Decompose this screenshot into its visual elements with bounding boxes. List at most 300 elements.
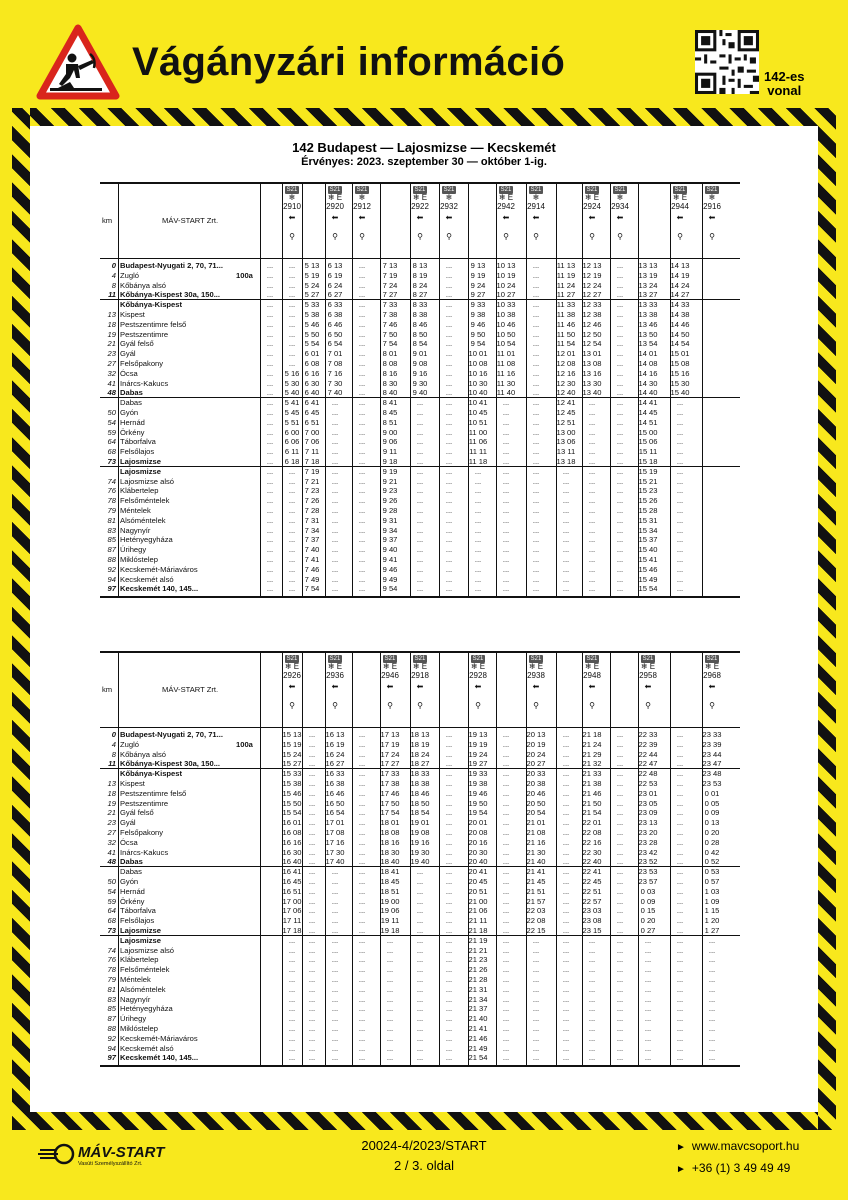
- time-cell: 17 24: [380, 749, 400, 759]
- time-cell: ...: [288, 329, 296, 339]
- time-cell: 15 27: [282, 759, 302, 769]
- time-cell: ...: [532, 280, 540, 290]
- station-name: Kecskemét alsó: [120, 1043, 174, 1053]
- time-cell: 17 11: [282, 916, 302, 926]
- time-cell: ...: [445, 359, 453, 368]
- table-top-rule: [100, 651, 740, 653]
- station-name: Pestszentimre felső: [120, 788, 187, 798]
- time-cell: ...: [445, 886, 453, 896]
- time-cell: 7 19: [382, 270, 398, 280]
- time-cell: ...: [502, 1043, 510, 1053]
- train-number: 2920: [326, 202, 344, 211]
- time-cell: 11 30: [496, 378, 516, 388]
- time-cell: 21 29: [582, 749, 602, 759]
- time-cell: ...: [588, 476, 596, 486]
- time-cell: 17 19: [380, 739, 400, 749]
- train-symbol: ❄: [358, 193, 366, 202]
- train-number: 2936: [326, 671, 344, 680]
- station-name: Alsóméntelek: [120, 515, 166, 525]
- time-cell: ...: [588, 457, 596, 466]
- time-cell: ...: [445, 1024, 453, 1033]
- time-cell: ...: [288, 270, 296, 280]
- time-cell: 5 41: [284, 398, 300, 408]
- time-cell: ...: [644, 955, 652, 965]
- time-cell: 23 53: [638, 867, 658, 877]
- time-cell: ...: [445, 906, 453, 916]
- time-cell: ...: [502, 994, 510, 1004]
- time-cell: ...: [331, 906, 339, 916]
- time-cell: ...: [445, 476, 453, 486]
- time-cell: ...: [676, 1043, 684, 1053]
- train-number: 2948: [583, 671, 601, 680]
- time-cell: 5 40: [284, 388, 300, 398]
- time-cell: ...: [416, 398, 424, 408]
- time-cell: 19 24: [468, 749, 488, 759]
- timetable-title: 142 Budapest — Lajosmizse — Kecskemét: [292, 140, 556, 155]
- station-name: Dabas: [120, 867, 142, 877]
- time-cell: ...: [676, 457, 684, 466]
- time-cell: ...: [266, 319, 274, 329]
- time-cell: 23 08: [582, 916, 602, 926]
- time-cell: 15 00: [638, 427, 658, 437]
- time-cell: ...: [616, 457, 624, 466]
- time-cell: 8 45: [382, 408, 398, 417]
- time-cell: ...: [676, 798, 684, 808]
- time-cell: ...: [532, 1033, 540, 1043]
- time-cell: ...: [416, 906, 424, 916]
- time-cell: 19 06: [380, 906, 400, 916]
- time-cell: ...: [416, 1014, 424, 1024]
- time-cell: ...: [676, 417, 684, 427]
- time-cell: ...: [588, 994, 596, 1004]
- time-cell: ...: [532, 496, 540, 506]
- km-value: 21: [107, 808, 116, 818]
- station-name: Pestszentimre felső: [120, 319, 187, 329]
- km-value: 41: [107, 378, 116, 388]
- time-cell: 17 27: [380, 759, 400, 769]
- km-value: 8: [111, 280, 116, 290]
- time-cell: 23 33: [702, 730, 722, 739]
- time-cell: ...: [616, 769, 624, 779]
- time-cell: ...: [588, 935, 596, 945]
- km-value: 32: [107, 368, 116, 378]
- time-cell: 13 16: [582, 368, 602, 378]
- time-cell: ...: [266, 417, 274, 427]
- time-cell: ...: [445, 857, 453, 867]
- time-cell: ...: [358, 408, 366, 417]
- time-cell: ...: [562, 1024, 570, 1033]
- table-header-rule: [100, 727, 740, 728]
- time-cell: 8 33: [412, 300, 428, 310]
- time-cell: ...: [331, 564, 339, 574]
- time-cell: 19 00: [380, 896, 400, 906]
- time-cell: 9 34: [382, 525, 398, 535]
- time-cell: ...: [445, 329, 453, 339]
- time-cell: ...: [588, 535, 596, 545]
- km-header: km: [102, 685, 113, 694]
- time-cell: ...: [445, 730, 453, 739]
- time-cell: 15 28: [638, 506, 658, 515]
- train-number: 2910: [283, 202, 301, 211]
- time-cell: ...: [562, 1014, 570, 1024]
- time-cell: ...: [502, 788, 510, 798]
- time-cell: ...: [532, 339, 540, 349]
- time-cell: ...: [502, 1014, 510, 1024]
- time-cell: 23 05: [638, 798, 658, 808]
- time-cell: ...: [562, 515, 570, 525]
- time-cell: ...: [445, 1053, 453, 1063]
- time-cell: ...: [308, 867, 316, 877]
- time-cell: ...: [416, 1053, 424, 1063]
- time-cell: ...: [616, 916, 624, 926]
- time-cell: ...: [676, 749, 684, 759]
- train-symbol: ❄ E: [412, 193, 428, 202]
- time-cell: ...: [616, 1024, 624, 1033]
- time-cell: ...: [308, 808, 316, 818]
- time-cell: 21 21: [468, 945, 488, 955]
- time-cell: 21 57: [526, 896, 546, 906]
- time-cell: 1 27: [704, 926, 720, 935]
- time-cell: ...: [358, 837, 366, 847]
- qr-code[interactable]: [695, 30, 759, 94]
- time-cell: ...: [445, 818, 453, 828]
- station-name: Inárcs-Kakucs: [120, 847, 169, 857]
- time-cell: 16 16: [282, 837, 302, 847]
- time-cell: ...: [445, 398, 453, 408]
- station-name: Ócsa: [120, 368, 138, 378]
- time-cell: ...: [676, 896, 684, 906]
- time-cell: ...: [616, 359, 624, 368]
- time-cell: 15 26: [638, 496, 658, 506]
- station-name: Gyál felső: [120, 808, 154, 818]
- time-cell: 19 46: [468, 788, 488, 798]
- station-name: Kecskemét 140, 145...: [120, 1053, 199, 1063]
- time-cell: ...: [474, 535, 482, 545]
- time-cell: 21 08: [526, 828, 546, 837]
- time-cell: 8 30: [382, 378, 398, 388]
- station-name: Táborfalva: [120, 906, 156, 916]
- time-cell: 16 19: [325, 739, 345, 749]
- service-badge: S21: [642, 656, 654, 662]
- time-cell: ...: [532, 447, 540, 457]
- time-cell: 21 23: [468, 955, 488, 965]
- time-cell: ...: [532, 270, 540, 280]
- time-cell: ...: [502, 427, 510, 437]
- time-cell: ...: [266, 506, 274, 515]
- time-cell: ...: [308, 828, 316, 837]
- time-cell: 15 34: [638, 525, 658, 535]
- time-cell: ...: [708, 1043, 716, 1053]
- time-cell: ...: [708, 1024, 716, 1033]
- time-cell: ...: [502, 955, 510, 965]
- operator-header: MÁV-START Zrt.: [162, 216, 219, 225]
- time-cell: ...: [474, 564, 482, 574]
- time-cell: ...: [266, 310, 274, 319]
- time-cell: ...: [562, 896, 570, 906]
- table-bottom-rule: [100, 596, 740, 598]
- time-cell: ...: [331, 896, 339, 906]
- station-name: Kőbánya alsó: [120, 749, 167, 759]
- time-cell: ...: [532, 466, 540, 476]
- time-cell: ...: [445, 310, 453, 319]
- time-cell: ...: [445, 877, 453, 886]
- time-cell: ...: [445, 975, 453, 984]
- time-cell: 14 16: [638, 368, 658, 378]
- table-top-rule: [100, 182, 740, 184]
- time-cell: ...: [331, 916, 339, 926]
- time-cell: ...: [386, 1014, 394, 1024]
- time-cell: 8 54: [412, 339, 428, 349]
- time-cell: ...: [562, 955, 570, 965]
- time-cell: ...: [616, 584, 624, 594]
- time-cell: 10 41: [468, 398, 488, 408]
- time-cell: ...: [676, 886, 684, 896]
- time-cell: ...: [445, 486, 453, 496]
- time-cell: ...: [331, 515, 339, 525]
- time-cell: ...: [616, 437, 624, 447]
- time-cell: 15 06: [638, 437, 658, 447]
- time-cell: ...: [562, 906, 570, 916]
- time-cell: ...: [445, 280, 453, 290]
- time-cell: 14 27: [670, 290, 690, 300]
- station-name: Felsőpakony: [120, 828, 164, 837]
- time-cell: 22 39: [638, 739, 658, 749]
- time-cell: ...: [288, 1033, 296, 1043]
- time-cell: 10 30: [468, 378, 488, 388]
- time-cell: ...: [532, 506, 540, 515]
- time-cell: 9 13: [470, 261, 486, 270]
- time-cell: ...: [616, 388, 624, 398]
- time-cell: ...: [266, 290, 274, 300]
- time-cell: ...: [562, 730, 570, 739]
- time-cell: ...: [358, 1024, 366, 1033]
- time-cell: 0 20: [640, 916, 656, 926]
- time-cell: ...: [562, 877, 570, 886]
- time-cell: ...: [386, 935, 394, 945]
- time-cell: ...: [616, 1053, 624, 1063]
- time-cell: 5 46: [304, 319, 320, 329]
- time-cell: ...: [562, 867, 570, 877]
- time-cell: 13 18: [556, 457, 576, 466]
- time-cell: 12 08: [556, 359, 576, 368]
- time-cell: ...: [616, 476, 624, 486]
- time-cell: ...: [445, 319, 453, 329]
- time-cell: ...: [288, 486, 296, 496]
- time-cell: ...: [358, 994, 366, 1004]
- time-cell: 18 19: [410, 739, 430, 749]
- time-cell: 6 08: [304, 359, 320, 368]
- time-cell: 13 46: [638, 319, 658, 329]
- time-cell: 13 38: [638, 310, 658, 319]
- time-cell: ...: [445, 368, 453, 378]
- time-cell: ...: [358, 739, 366, 749]
- time-cell: 19 50: [468, 798, 488, 808]
- website-link[interactable]: [676, 1136, 799, 1158]
- time-cell: ...: [502, 769, 510, 779]
- time-cell: ...: [532, 408, 540, 417]
- time-cell: 14 33: [670, 300, 690, 310]
- time-cell: 22 47: [638, 759, 658, 769]
- bicycle-icon: ⚲: [533, 701, 539, 710]
- time-cell: ...: [502, 555, 510, 564]
- time-cell: 9 19: [382, 466, 398, 476]
- arrow-right-icon: ►: [676, 1142, 686, 1153]
- section-rule: [100, 866, 740, 867]
- time-cell: 9 27: [470, 290, 486, 300]
- column-divider: [118, 182, 119, 598]
- time-cell: ...: [562, 818, 570, 828]
- time-cell: 1 03: [704, 886, 720, 896]
- time-cell: ...: [358, 867, 366, 877]
- km-value: 8: [111, 749, 116, 759]
- time-cell: 13 11: [556, 447, 576, 457]
- column-divider: [702, 182, 703, 598]
- km-value: 83: [107, 525, 116, 535]
- section-rule: [100, 935, 740, 936]
- time-cell: ...: [416, 945, 424, 955]
- time-cell: ...: [445, 300, 453, 310]
- time-cell: ...: [502, 496, 510, 506]
- time-cell: ...: [562, 739, 570, 749]
- line-label-number: 142-es: [764, 69, 805, 84]
- time-cell: ...: [358, 798, 366, 808]
- time-cell: ...: [502, 730, 510, 739]
- phone-number[interactable]: [676, 1158, 799, 1180]
- time-cell: ...: [616, 739, 624, 749]
- time-cell: ...: [588, 564, 596, 574]
- page-title: Vágányzári információ: [132, 40, 566, 84]
- time-cell: ...: [358, 1004, 366, 1014]
- time-cell: ...: [288, 975, 296, 984]
- time-cell: ...: [644, 1033, 652, 1043]
- time-cell: ...: [562, 779, 570, 788]
- time-cell: 14 54: [670, 339, 690, 349]
- station-name: Lajosmizse: [120, 926, 161, 935]
- section-rule: [100, 466, 740, 467]
- time-cell: ...: [676, 984, 684, 994]
- time-cell: ...: [562, 1004, 570, 1014]
- time-cell: 21 54: [582, 808, 602, 818]
- time-cell: ...: [308, 965, 316, 975]
- time-cell: ...: [386, 1004, 394, 1014]
- time-cell: ...: [676, 828, 684, 837]
- time-cell: ...: [308, 1053, 316, 1063]
- time-cell: 8 16: [382, 368, 398, 378]
- time-cell: 21 16: [526, 837, 546, 847]
- time-cell: ...: [562, 926, 570, 935]
- service-badge: S21: [674, 187, 686, 193]
- km-value: 81: [107, 515, 116, 525]
- time-cell: 21 50: [582, 798, 602, 808]
- time-cell: 10 40: [468, 388, 488, 398]
- time-cell: ...: [445, 759, 453, 769]
- time-cell: ...: [358, 828, 366, 837]
- time-cell: 13 00: [556, 427, 576, 437]
- km-value: 27: [107, 359, 116, 368]
- time-cell: ...: [266, 564, 274, 574]
- time-cell: ...: [532, 984, 540, 994]
- km-value: 23: [107, 818, 116, 828]
- time-cell: ...: [445, 574, 453, 584]
- time-cell: ...: [502, 818, 510, 828]
- time-cell: ...: [502, 984, 510, 994]
- time-cell: 15 11: [638, 447, 658, 457]
- time-cell: 16 46: [325, 788, 345, 798]
- time-cell: 9 23: [382, 486, 398, 496]
- time-cell: ...: [676, 427, 684, 437]
- time-cell: ...: [445, 965, 453, 975]
- time-cell: 15 46: [638, 564, 658, 574]
- time-cell: 19 38: [468, 779, 488, 788]
- time-cell: ...: [445, 564, 453, 574]
- time-cell: ...: [416, 926, 424, 935]
- time-cell: ...: [266, 486, 274, 496]
- time-cell: 23 53: [702, 779, 722, 788]
- time-cell: ...: [588, 506, 596, 515]
- time-cell: 21 51: [526, 886, 546, 896]
- time-cell: ...: [532, 349, 540, 359]
- time-cell: ...: [502, 545, 510, 555]
- station-name: Kecskemét-Máriaváros: [120, 1033, 198, 1043]
- time-cell: 18 08: [380, 828, 400, 837]
- train-symbol: ❄: [616, 193, 624, 202]
- time-cell: ...: [445, 808, 453, 818]
- time-cell: ...: [588, 965, 596, 975]
- time-cell: 15 54: [638, 584, 658, 594]
- km-value: 18: [107, 319, 116, 329]
- time-cell: ...: [676, 759, 684, 769]
- direction-arrow-icon: ⬅: [708, 213, 716, 222]
- train-number: 2912: [353, 202, 371, 211]
- station-name: Miklóstelep: [120, 1024, 158, 1033]
- time-cell: ...: [708, 1004, 716, 1014]
- time-cell: 7 41: [304, 555, 320, 564]
- time-cell: ...: [288, 1024, 296, 1033]
- time-cell: ...: [308, 779, 316, 788]
- time-cell: ...: [474, 476, 482, 486]
- time-cell: ...: [331, 1043, 339, 1053]
- timetable-table-2: [100, 651, 740, 1067]
- time-cell: ...: [562, 486, 570, 496]
- time-cell: 6 41: [304, 398, 320, 408]
- time-cell: ...: [616, 486, 624, 496]
- time-cell: 6 30: [304, 378, 320, 388]
- time-cell: ...: [266, 359, 274, 368]
- time-cell: 12 45: [556, 408, 576, 417]
- time-cell: 0 09: [640, 896, 656, 906]
- time-cell: 8 19: [412, 270, 428, 280]
- train-symbol: ❄ E: [327, 662, 343, 671]
- time-cell: 6 16: [304, 368, 320, 378]
- time-cell: 11 40: [496, 388, 516, 398]
- hazard-stripe-left: [12, 108, 30, 1130]
- time-cell: ...: [474, 496, 482, 506]
- time-cell: ...: [588, 1033, 596, 1043]
- time-cell: ...: [445, 427, 453, 437]
- time-cell: 14 38: [670, 310, 690, 319]
- time-cell: ...: [358, 349, 366, 359]
- time-cell: ...: [616, 779, 624, 788]
- station-name: Kecskemét-Máriaváros: [120, 564, 198, 574]
- time-cell: ...: [502, 749, 510, 759]
- time-cell: ...: [266, 476, 274, 486]
- time-cell: ...: [358, 270, 366, 280]
- time-cell: 8 01: [382, 349, 398, 359]
- time-cell: 12 16: [556, 368, 576, 378]
- time-cell: ...: [358, 515, 366, 525]
- km-value: 88: [107, 1024, 116, 1033]
- time-cell: ...: [358, 466, 366, 476]
